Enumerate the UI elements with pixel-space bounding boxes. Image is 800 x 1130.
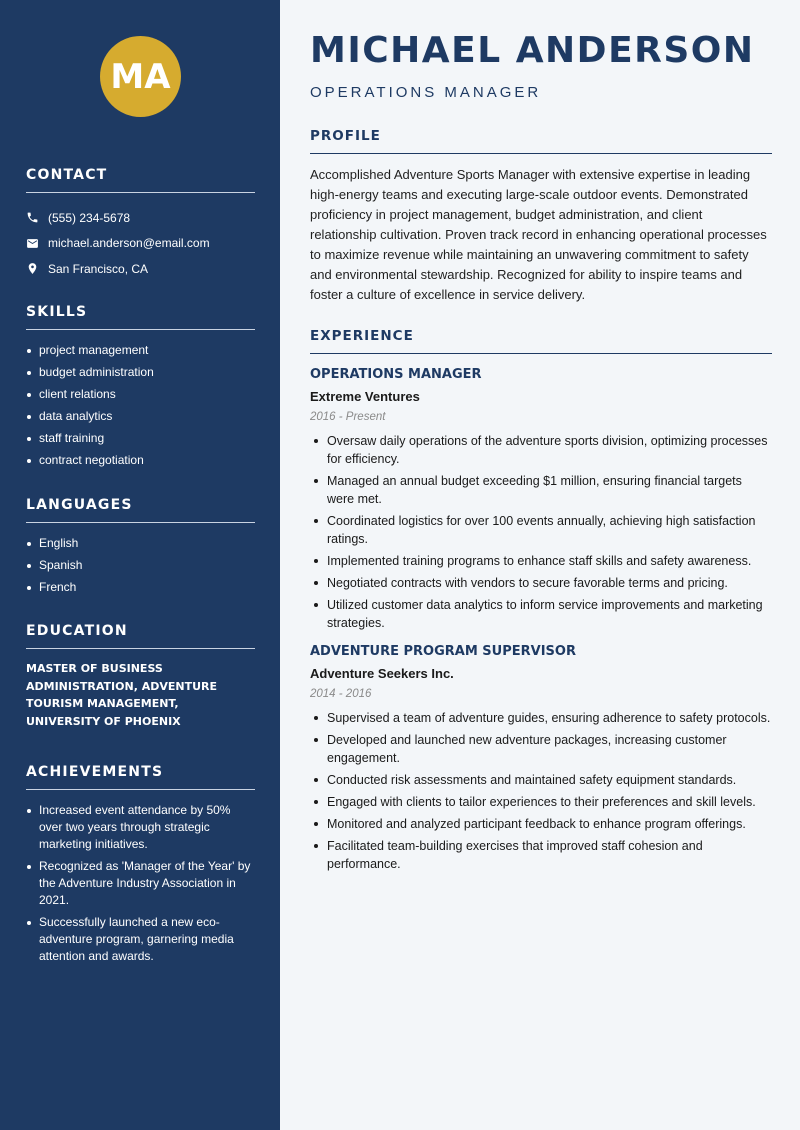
list-item: Facilitated team-building exercises that improved staff cohesion and performance. bbox=[310, 837, 772, 873]
experience-section bbox=[310, 328, 772, 877]
location-pin-icon bbox=[26, 262, 39, 275]
email-icon bbox=[26, 237, 39, 250]
phone-icon bbox=[26, 211, 39, 224]
list-item: Managed an annual budget exceeding $1 million, ensuring financial targets were met. bbox=[310, 472, 772, 508]
profile-text: Accomplished Adventure Sports Manager with extensive expertise in leading high-energy teams and executing large-scale outdoor events. Demonstrated proficiency in project management, budget administration, and client relationship cultivation. Proven track record in enhancing operational processes to maximize revenue while maintaining an unwavering commitment to safety and environmental stewardship. Recognized for ability to inspire teams and foster a culture of excellence in service delivery. bbox=[310, 167, 767, 302]
list-item: project management bbox=[26, 342, 255, 359]
job-entry bbox=[310, 644, 772, 873]
skills-section bbox=[26, 304, 255, 474]
list-item: Oversaw daily operations of the adventure sports division, optimizing processes for efficiency. bbox=[310, 432, 772, 468]
candidate-name: MICHAEL ANDERSON bbox=[310, 30, 755, 71]
achievements-section bbox=[26, 764, 255, 970]
languages-section bbox=[26, 497, 255, 601]
education-heading: EDUCATION bbox=[26, 623, 255, 649]
company-name: Extreme Ventures bbox=[310, 389, 420, 404]
candidate-title: OPERATIONS MANAGER bbox=[310, 84, 542, 101]
education-section bbox=[26, 623, 255, 730]
list-item: staff training bbox=[26, 430, 255, 447]
education-text: MASTER OF BUSINESS ADMINISTRATION, ADVENTURE TOURISM MANAGEMENT, UNIVERSITY OF PHOENIX bbox=[26, 662, 217, 728]
list-item: Successfully launched a new eco-adventure program, garnering media attention and awards. bbox=[26, 914, 255, 965]
contact-section bbox=[26, 167, 255, 282]
contact-list bbox=[26, 205, 255, 282]
achievements-list bbox=[26, 802, 255, 965]
contact-location bbox=[26, 256, 255, 282]
skills-heading: SKILLS bbox=[26, 304, 255, 330]
sidebar bbox=[0, 0, 280, 1130]
phone-text: (555) 234-5678 bbox=[48, 210, 131, 225]
list-item: Recognized as 'Manager of the Year' by the Adventure Industry Association in 2021. bbox=[26, 858, 255, 909]
job-entry bbox=[310, 367, 772, 632]
list-item: Negotiated contracts with vendors to secure favorable terms and pricing. bbox=[310, 574, 772, 592]
job-bullets bbox=[310, 709, 772, 873]
list-item: Utilized customer data analytics to inform service improvements and marketing strategies. bbox=[310, 596, 772, 632]
contact-heading: CONTACT bbox=[26, 167, 255, 193]
contact-email bbox=[26, 231, 255, 257]
job-title: ADVENTURE PROGRAM SUPERVISOR bbox=[310, 644, 576, 659]
profile-heading: PROFILE bbox=[310, 128, 772, 154]
avatar: MA bbox=[100, 36, 181, 117]
contact-phone bbox=[26, 205, 255, 231]
profile-section bbox=[310, 128, 772, 305]
list-item: Developed and launched new adventure packages, increasing customer engagement. bbox=[310, 731, 772, 767]
job-dates: 2014 - 2016 bbox=[310, 688, 372, 700]
list-item: Engaged with clients to tailor experiences to their preferences and skill levels. bbox=[310, 793, 772, 811]
languages-list bbox=[26, 535, 255, 596]
job-title: OPERATIONS MANAGER bbox=[310, 367, 482, 382]
list-item: Implemented training programs to enhance staff skills and safety awareness. bbox=[310, 552, 772, 570]
list-item: Coordinated logistics for over 100 events annually, achieving high satisfaction ratings. bbox=[310, 512, 772, 548]
languages-heading: LANGUAGES bbox=[26, 497, 255, 523]
list-item: Increased event attendance by 50% over two years through strategic marketing initiatives. bbox=[26, 802, 255, 853]
experience-heading: EXPERIENCE bbox=[310, 328, 772, 354]
skills-list bbox=[26, 342, 255, 469]
location-text: San Francisco, CA bbox=[48, 261, 149, 276]
list-item: data analytics bbox=[26, 408, 255, 425]
list-item: contract negotiation bbox=[26, 452, 255, 469]
list-item: Supervised a team of adventure guides, ensuring adherence to safety protocols. bbox=[310, 709, 772, 727]
list-item: Spanish bbox=[26, 557, 255, 574]
job-bullets bbox=[310, 432, 772, 632]
achievements-heading: ACHIEVEMENTS bbox=[26, 764, 255, 790]
list-item: client relations bbox=[26, 386, 255, 403]
list-item: Monitored and analyzed participant feedback to enhance program offerings. bbox=[310, 815, 772, 833]
job-dates: 2016 - Present bbox=[310, 411, 386, 423]
list-item: budget administration bbox=[26, 364, 255, 381]
list-item: English bbox=[26, 535, 255, 552]
list-item: French bbox=[26, 579, 255, 596]
list-item: Conducted risk assessments and maintained safety equipment standards. bbox=[310, 771, 772, 789]
email-text: michael.anderson@email.com bbox=[48, 236, 210, 251]
company-name: Adventure Seekers Inc. bbox=[310, 666, 454, 681]
